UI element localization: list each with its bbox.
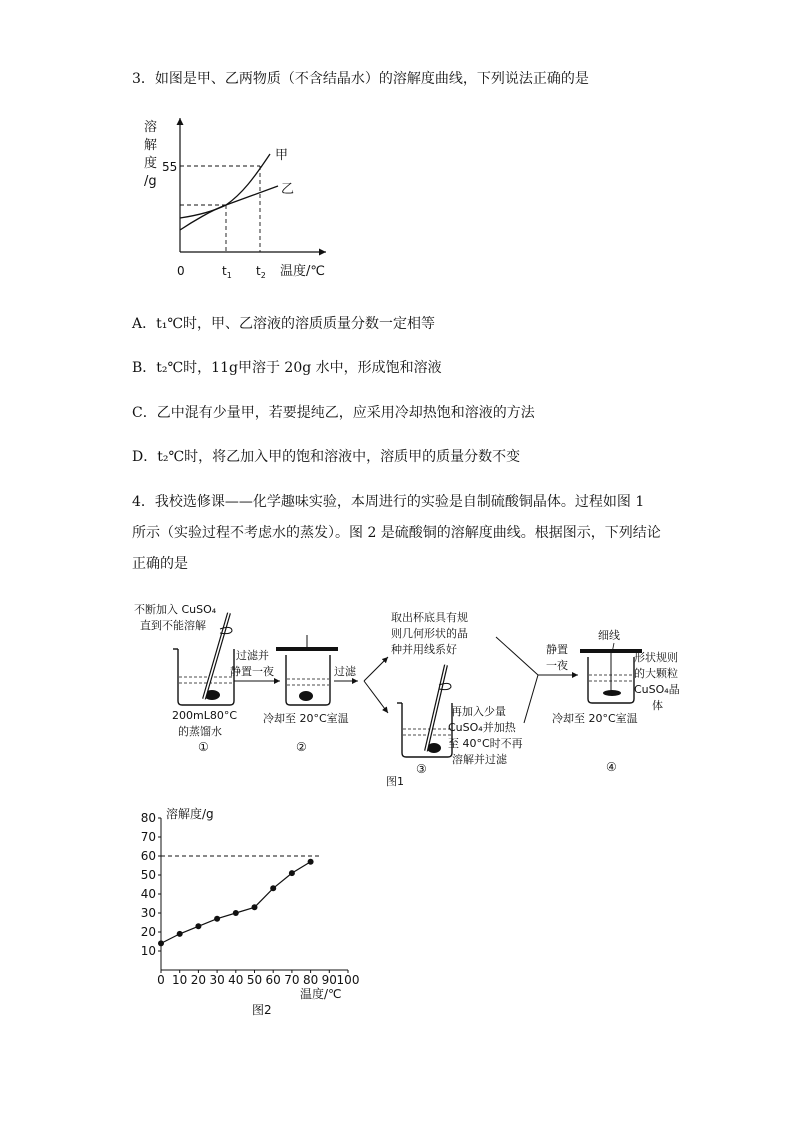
q4-stem-line3: 正确的是 bbox=[132, 556, 188, 572]
svg-text:形状规则: 形状规则 bbox=[634, 651, 678, 664]
svg-text:溶解并过滤: 溶解并过滤 bbox=[452, 753, 507, 766]
svg-text:至 40°C时不再: 至 40°C时不再 bbox=[448, 737, 523, 750]
chart2-y-tick-label: 30 bbox=[140, 906, 156, 920]
chart2-x-tick-label: 100 bbox=[336, 973, 360, 987]
arrow1-label-1: 过滤并 bbox=[236, 649, 269, 662]
chart2-y-tick-label: 80 bbox=[140, 811, 156, 825]
q3-label-yi: 乙 bbox=[281, 182, 295, 197]
chart2-x-tick-label: 20 bbox=[190, 973, 207, 987]
q3-ylabel-3: 度 bbox=[144, 156, 158, 171]
chart2-x-tick-label: 50 bbox=[246, 973, 263, 987]
q4-stem-line1: 4．我校选修课——化学趣味实验，本周进行的实验是自制硫酸铜晶体。过程如图 1 bbox=[132, 494, 645, 510]
branch-text-1: 取出杯底具有规 bbox=[391, 611, 468, 624]
q3-option-a: A．t₁℃时，甲、乙溶液的溶质质量分数一定相等 bbox=[132, 316, 436, 332]
svg-text:再加入少量: 再加入少量 bbox=[451, 705, 506, 718]
q3-tick-t2: $t_2$ bbox=[256, 264, 266, 280]
q3-solubility-graph bbox=[130, 112, 340, 291]
q4-stem-line2: 所示（实验过程不考虑水的蒸发）。图 2 是硫酸铜的溶解度曲线。根据图示，下列结论 bbox=[132, 525, 661, 541]
svg-text:冷却至 20°C室温: 冷却至 20°C室温 bbox=[552, 712, 638, 725]
chart2-xlabel: 温度/℃ bbox=[300, 987, 342, 1001]
svg-text:②: ② bbox=[296, 740, 307, 754]
q3-xlabel: 温度/℃ bbox=[280, 264, 325, 279]
svg-text:①: ① bbox=[198, 740, 209, 754]
chart2-y-tick-label: 10 bbox=[140, 944, 156, 958]
q3-curve-yi bbox=[180, 186, 278, 230]
chart2-data-point bbox=[177, 931, 183, 937]
chart2-data-point bbox=[233, 910, 239, 916]
beaker-1 bbox=[134, 602, 237, 754]
q3-curve-jia bbox=[180, 154, 270, 218]
svg-text:200mL80°C: 200mL80°C bbox=[172, 709, 238, 722]
svg-text:的大颗粒: 的大颗粒 bbox=[634, 667, 678, 680]
svg-text:CuSO₄并加热: CuSO₄并加热 bbox=[448, 721, 516, 734]
beaker-3 bbox=[397, 665, 523, 776]
chart2-x-tick-label: 60 bbox=[265, 973, 281, 987]
chart2-x-tick-label: 30 bbox=[209, 973, 225, 987]
q3-label-jia: 甲 bbox=[275, 148, 289, 163]
chart2-x-tick-label: 90 bbox=[321, 973, 337, 987]
chart2-y-tick-label: 60 bbox=[140, 849, 156, 863]
figure1-caption: 图1 bbox=[386, 775, 404, 788]
svg-text:不断加入 CuSO₄: 不断加入 CuSO₄ bbox=[134, 603, 217, 616]
beaker-2 bbox=[263, 635, 349, 754]
figure2-solubility-chart bbox=[130, 800, 370, 1029]
chart2-x-tick-label: 70 bbox=[284, 973, 300, 987]
chart2-y-tick-label: 70 bbox=[140, 830, 156, 844]
arrow3-label-2: 一夜 bbox=[546, 659, 568, 672]
chart2-data-point bbox=[308, 859, 314, 865]
q3-ylabel-4: /g bbox=[144, 174, 157, 189]
svg-text:细线: 细线 bbox=[598, 629, 620, 642]
arrow3-label-1: 静置 bbox=[546, 643, 568, 656]
svg-text:冷却至 20°C室温: 冷却至 20°C室温 bbox=[263, 712, 349, 725]
chart2-y-tick-label: 20 bbox=[140, 925, 156, 939]
q3-origin: 0 bbox=[177, 264, 185, 278]
figure1-process-diagram bbox=[126, 595, 680, 799]
arrow1-label-2: 静置一夜 bbox=[230, 665, 274, 678]
chart2-y-tick-label: 40 bbox=[140, 887, 156, 901]
chart2-data-point bbox=[214, 916, 220, 922]
chart2-x-tick-label: 10 bbox=[172, 973, 188, 987]
chart2-ylabel: 溶解度/g bbox=[166, 807, 214, 821]
q3-stem: 3．如图是甲、乙两物质（不含结晶水）的溶解度曲线，下列说法正确的是 bbox=[132, 71, 589, 87]
branch-text-3: 种并用线系好 bbox=[391, 643, 457, 656]
chart2-series-line bbox=[161, 862, 311, 944]
chart2-x-tick-label: 0 bbox=[157, 973, 165, 987]
beaker-4 bbox=[552, 628, 680, 774]
svg-text:④: ④ bbox=[606, 760, 617, 774]
chart2-x-tick-label: 40 bbox=[228, 973, 244, 987]
svg-text:体: 体 bbox=[652, 699, 663, 712]
arrow2-label: 过滤 bbox=[334, 665, 356, 678]
q3-option-c: C．乙中混有少量甲，若要提纯乙，应采用冷却热饱和溶液的方法 bbox=[132, 405, 535, 421]
q3-y-tick-55: 55 bbox=[162, 160, 178, 174]
figure2-caption: 图2 bbox=[252, 1003, 272, 1017]
branch-text-2: 则几何形状的晶 bbox=[391, 627, 468, 640]
chart2-y-tick-label: 50 bbox=[140, 868, 156, 882]
q3-ylabel-1: 溶 bbox=[144, 120, 158, 135]
chart2-x-tick-label: 80 bbox=[302, 973, 319, 987]
chart2-data-point bbox=[158, 940, 164, 946]
chart2-data-point bbox=[195, 923, 201, 929]
svg-text:③: ③ bbox=[416, 762, 427, 776]
svg-text:的蒸馏水: 的蒸馏水 bbox=[178, 725, 222, 738]
q3-ylabel-2: 解 bbox=[144, 138, 158, 153]
q3-tick-t1: $t_1$ bbox=[222, 264, 232, 280]
svg-text:CuSO₄晶: CuSO₄晶 bbox=[634, 683, 680, 696]
chart2-data-point bbox=[252, 904, 258, 910]
svg-text:直到不能溶解: 直到不能溶解 bbox=[140, 619, 206, 632]
chart2-data-point bbox=[270, 885, 276, 891]
q3-option-b: B．t₂℃时，11g甲溶于 20g 水中，形成饱和溶液 bbox=[132, 360, 442, 376]
chart2-data-point bbox=[289, 870, 295, 876]
q3-option-d: D．t₂℃时，将乙加入甲的饱和溶液中，溶质甲的质量分数不变 bbox=[132, 449, 521, 465]
